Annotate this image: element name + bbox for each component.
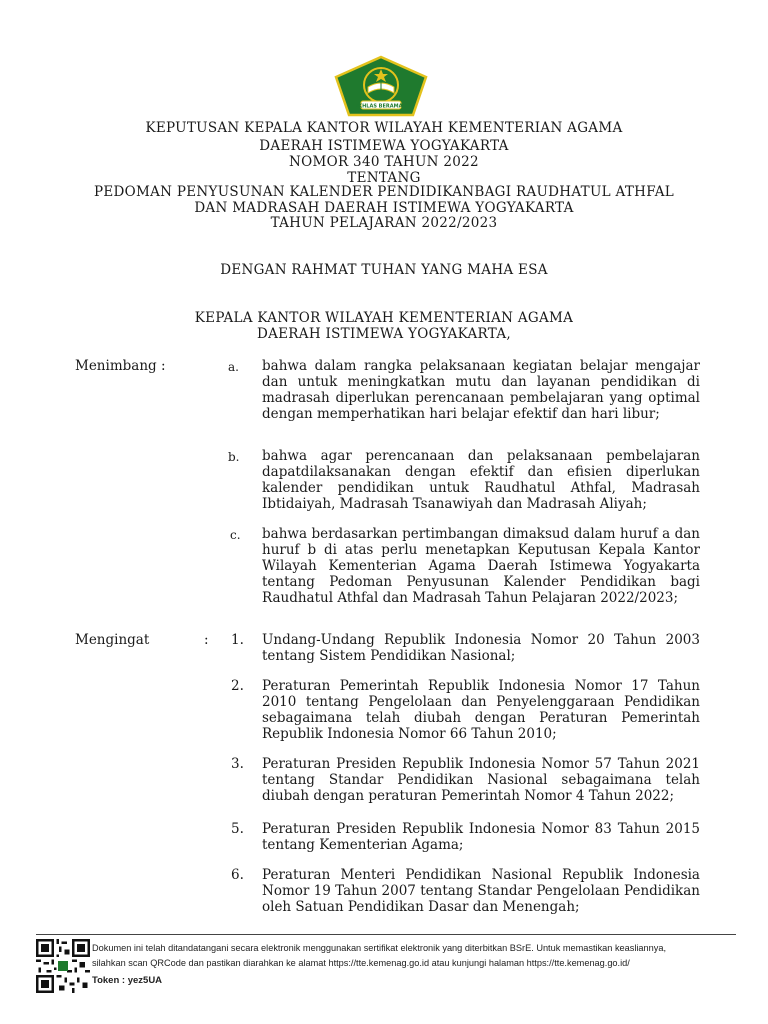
logo-motto: IKHLAS BERAMAL	[356, 103, 406, 110]
mengingat-num-1: 1.	[231, 632, 244, 648]
mengingat-num-6: 6.	[231, 867, 244, 883]
title-line-1: KEPUTUSAN KEPALA KANTOR WILAYAH KEMENTERIAN AGAMA	[145, 120, 623, 136]
title-line-5: PEDOMAN PENYUSUNAN KALENDER PENDIDIKANBAGI RAUDHATUL ATHFAL	[93, 184, 675, 200]
kemenag-logo-icon	[333, 55, 429, 117]
mengingat-num-3: 3.	[231, 756, 244, 772]
mengingat-item-1: Undang-Undang Republik Indonesia Nomor 20 Tahun 2003 tentang Sistem Pendidikan Nasional;	[262, 632, 700, 664]
mengingat-item-3: Peraturan Presiden Republik Indonesia Nomor 57 Tahun 2021 tentang Standar Pendidikan Nasional sebagaimana telah diubah dengan peraturan Pemerintah Nomor 4 Tahun 2022;	[262, 756, 700, 804]
title-line-3: NOMOR 340 TAHUN 2022	[289, 154, 479, 170]
menimbang-item-a: bahwa dalam rangka pelaksanaan kegiatan belajar mengajar dan untuk meningkatkan mutu dan layanan pendidikan di madrasah diperlukan perencanaan pembelajaran yang optimal dengan memperhatikan hari belajar efektif dan hari libur;	[262, 358, 700, 422]
mengingat-num-2: 2.	[231, 678, 244, 694]
menimbang-item-b: bahwa agar perencanaan dan pelaksanaan pembelajaran dapatdilaksanakan dengan efektif dan efisien diperlukan kalender pendidikan untuk Raudhatul Athfal, Madrasah Ibtidaiyah, Madrasah Tsanawiyah dan Madrasah Aliyah;	[262, 448, 700, 512]
qr-code-icon[interactable]	[36, 939, 90, 993]
title-line-6: DAN MADRASAH DAERAH ISTIMEWA YOGYAKARTA	[194, 200, 574, 216]
menimbang-item-c: bahwa berdasarkan pertimbangan dimaksud dalam huruf a dan huruf b di atas perlu menetapkan Keputusan Kepala Kantor Wilayah Kementerian Agama Daerah Istimewa Yogyakarta tentang Pedoman Penyusunan Kalender Pendidikan bagi Raudhatul Athfal dan Madrasah Tahun Pelajaran 2022/2023;	[262, 526, 700, 606]
mengingat-item-5: Peraturan Presiden Republik Indonesia Nomor 83 Tahun 2015 tentang Kementerian Agama;	[262, 821, 700, 853]
title-line-7: TAHUN PELAJARAN 2022/2023	[270, 215, 498, 231]
menimbang-letter-a: a.	[228, 360, 239, 374]
mengingat-item-2: Peraturan Pemerintah Republik Indonesia Nomor 17 Tahun 2010 tentang Pengelolaan dan Penyelenggaraan Pendidikan sebagaimana telah diubah dengan Peraturan Pemerintah Republik Indonesia Nomor 66 Tahun 2010;	[262, 678, 700, 742]
mengingat-colon: :	[204, 632, 209, 648]
official-line-1: KEPALA KANTOR WILAYAH KEMENTERIAN AGAMA	[194, 310, 574, 326]
menimbang-label: Menimbang :	[75, 358, 166, 374]
official-line-2: DAERAH ISTIMEWA YOGYAKARTA,	[256, 326, 511, 342]
mengingat-item-6: Peraturan Menteri Pendidikan Nasional Republik Indonesia Nomor 19 Tahun 2007 tentang Standar Pengelolaan Pendidikan oleh Satuan Pendidikan Dasar dan Menengah;	[262, 867, 700, 915]
footer-notice-line-1: Dokumen ini telah ditandatangani secara elektronik menggunakan sertifikat elektronik yang diterbitkan BSrE. Untuk memastikan keasliannya,	[92, 943, 667, 953]
footer-notice-line-2: silahkan scan QRCode dan pastikan diarahkan ke alamat https://tte.kemenag.go.id atau kunjungi halaman https://tte.kemenag.go.id/	[92, 958, 630, 968]
footer-notice	[92, 941, 742, 971]
menimbang-letter-b: b.	[228, 450, 240, 464]
signature-footer	[36, 934, 736, 1021]
title-line-2: DAERAH ISTIMEWA YOGYAKARTA	[259, 138, 509, 154]
title-line-4: TENTANG	[347, 170, 421, 186]
mengingat-label: Mengingat	[75, 632, 150, 648]
menimbang-letter-c: c.	[230, 528, 241, 542]
mengingat-num-5: 5.	[231, 821, 244, 837]
rahmat-line: DENGAN RAHMAT TUHAN YANG MAHA ESA	[220, 262, 548, 278]
footer-token: Token : yez5UA	[92, 975, 163, 986]
